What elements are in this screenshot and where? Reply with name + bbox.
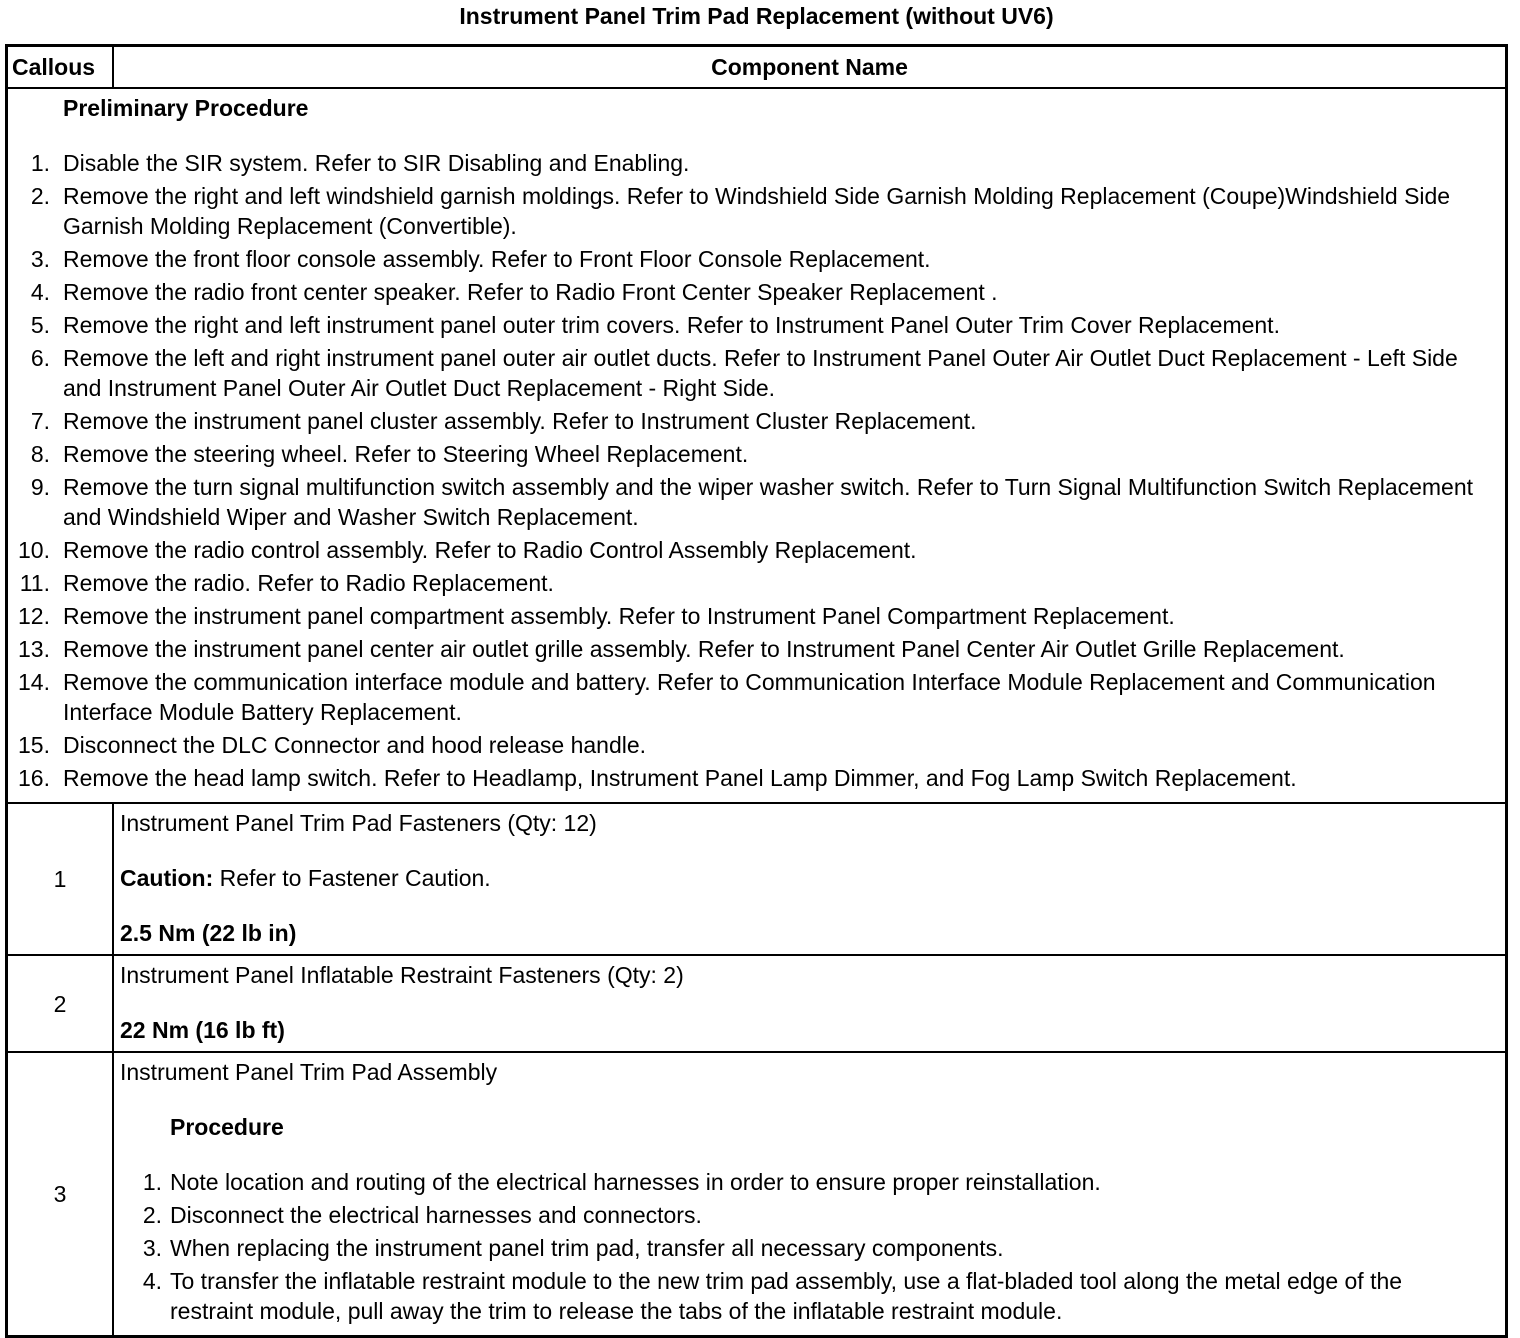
step-text: Remove the radio control assembly. Refer to Radio Control Assembly Replacement.	[63, 537, 917, 563]
list-item	[8, 568, 1505, 598]
list-item	[120, 1167, 1499, 1197]
caution-text: Refer to Fastener Caution.	[213, 865, 491, 891]
document-title: Instrument Panel Trim Pad Replacement (without UV6)	[459, 3, 1054, 29]
table-row	[7, 803, 1507, 955]
step-text: Remove the right and left windshield garnish moldings. Refer to Windshield Side Garnish Molding Replacement (Coupe)Windshield Side Garnish Molding Replacement (Convertible).	[63, 183, 1451, 239]
list-item	[120, 1266, 1499, 1326]
component-cell	[113, 803, 1507, 955]
step-text: Remove the steering wheel. Refer to Steering Wheel Replacement.	[63, 441, 749, 467]
preliminary-row	[7, 88, 1507, 803]
component-cell	[113, 955, 1507, 1052]
step-number: 10.	[18, 537, 50, 563]
step-text: Remove the instrument panel compartment assembly. Refer to Instrument Panel Compartment Replacement.	[63, 603, 1175, 629]
component-name: Instrument Panel Trim Pad Assembly	[120, 1059, 498, 1085]
list-item	[8, 472, 1505, 532]
step-text: Disconnect the DLC Connector and hood release handle.	[63, 732, 647, 758]
step-number: 7.	[30, 408, 50, 434]
list-item	[8, 310, 1505, 340]
step-text: Disable the SIR system. Refer to SIR Disabling and Enabling.	[63, 150, 690, 176]
step-number: 5.	[30, 312, 50, 338]
list-item	[8, 277, 1505, 307]
step-text: Note location and routing of the electrical harnesses in order to ensure proper reinstallation.	[170, 1169, 1101, 1195]
callout-number: 3	[7, 1052, 114, 1337]
list-item	[8, 667, 1505, 727]
step-number: 6.	[30, 345, 50, 371]
torque-spec: 2.5 Nm (22 lb in)	[120, 920, 297, 946]
table-row	[7, 955, 1507, 1052]
preliminary-procedure	[7, 88, 1507, 803]
step-number: 4.	[142, 1268, 162, 1294]
step-text: Disconnect the electrical harnesses and connectors.	[170, 1202, 702, 1228]
list-item	[8, 244, 1505, 274]
step-text: Remove the head lamp switch. Refer to Headlamp, Instrument Panel Lamp Dimmer, and Fog Lamp Switch Replacement.	[63, 765, 1297, 791]
step-number: 2.	[30, 183, 50, 209]
component-cell	[113, 1052, 1507, 1337]
callout-number: 2	[7, 955, 114, 1052]
list-item	[120, 1200, 1499, 1230]
step-text: To transfer the inflatable restraint module to the new trim pad assembly, use a flat-bladed tool along the metal edge of the restraint module, pull away the trim to release the tabs of the inflatable restraint module.	[170, 1268, 1403, 1324]
step-text: Remove the front floor console assembly. Refer to Front Floor Console Replacement.	[63, 246, 931, 272]
step-number: 11.	[19, 570, 50, 596]
list-item	[8, 406, 1505, 436]
step-number: 8.	[30, 441, 50, 467]
step-number: 1.	[30, 150, 50, 176]
caution-label: Caution:	[120, 865, 214, 891]
list-item	[8, 763, 1505, 793]
step-text: Remove the left and right instrument panel outer air outlet ducts. Refer to Instrument Panel Outer Air Outlet Duct Replacement - Left Side and Instrument Panel Outer Air Outlet Duct Replacement - Right Side.	[63, 345, 1458, 401]
step-text: Remove the right and left instrument panel outer trim covers. Refer to Instrument Panel Outer Trim Cover Replacement.	[63, 312, 1280, 338]
step-number: 1.	[142, 1169, 162, 1195]
caution-line	[120, 863, 1499, 893]
list-item	[8, 601, 1505, 631]
list-item	[120, 1233, 1499, 1263]
list-item	[8, 535, 1505, 565]
step-number: 2.	[142, 1202, 162, 1228]
component-name: Instrument Panel Trim Pad Fasteners (Qty: 12)	[120, 810, 597, 836]
step-number: 16.	[18, 765, 50, 791]
step-text: Remove the radio front center speaker. Refer to Radio Front Center Speaker Replacement .	[63, 279, 998, 305]
preliminary-steps	[8, 148, 1505, 793]
list-item	[8, 343, 1505, 403]
component-name-header: Component Name	[113, 46, 1507, 89]
list-item	[8, 730, 1505, 760]
step-number: 13.	[18, 636, 50, 662]
procedure-heading: Procedure	[170, 1114, 284, 1140]
list-item	[8, 634, 1505, 664]
step-number: 9.	[30, 474, 50, 500]
torque-spec: 22 Nm (16 lb ft)	[120, 1017, 285, 1043]
step-text: Remove the communication interface module and battery. Refer to Communication Interface Module Replacement and Communication Interface Module Battery Replacement.	[63, 669, 1436, 725]
step-text: Remove the instrument panel center air outlet grille assembly. Refer to Instrument Panel Center Air Outlet Grille Replacement.	[63, 636, 1345, 662]
header-row	[7, 46, 1507, 89]
component-name: Instrument Panel Inflatable Restraint Fasteners (Qty: 2)	[120, 962, 684, 988]
step-number: 3.	[142, 1235, 162, 1261]
step-text: Remove the radio. Refer to Radio Replacement.	[63, 570, 554, 596]
table-row	[7, 1052, 1507, 1337]
list-item	[8, 148, 1505, 178]
callous-header: Callous	[7, 46, 114, 89]
preliminary-heading: Preliminary Procedure	[63, 95, 309, 121]
component-table	[5, 44, 1508, 1338]
step-text: Remove the turn signal multifunction switch assembly and the wiper washer switch. Refer to Turn Signal Multifunction Switch Replacement and Windshield Wiper and Washer Switch Replacement.	[63, 474, 1474, 530]
step-number: 14.	[18, 669, 50, 695]
step-text: Remove the instrument panel cluster assembly. Refer to Instrument Cluster Replacement.	[63, 408, 977, 434]
step-number: 4.	[30, 279, 50, 305]
callout-number: 1	[7, 803, 114, 955]
step-number: 15.	[18, 732, 50, 758]
procedure-steps	[120, 1167, 1499, 1326]
list-item	[8, 181, 1505, 241]
step-number: 3.	[30, 246, 50, 272]
list-item	[8, 439, 1505, 469]
step-number: 12.	[18, 603, 50, 629]
step-text: When replacing the instrument panel trim pad, transfer all necessary components.	[170, 1235, 1004, 1261]
